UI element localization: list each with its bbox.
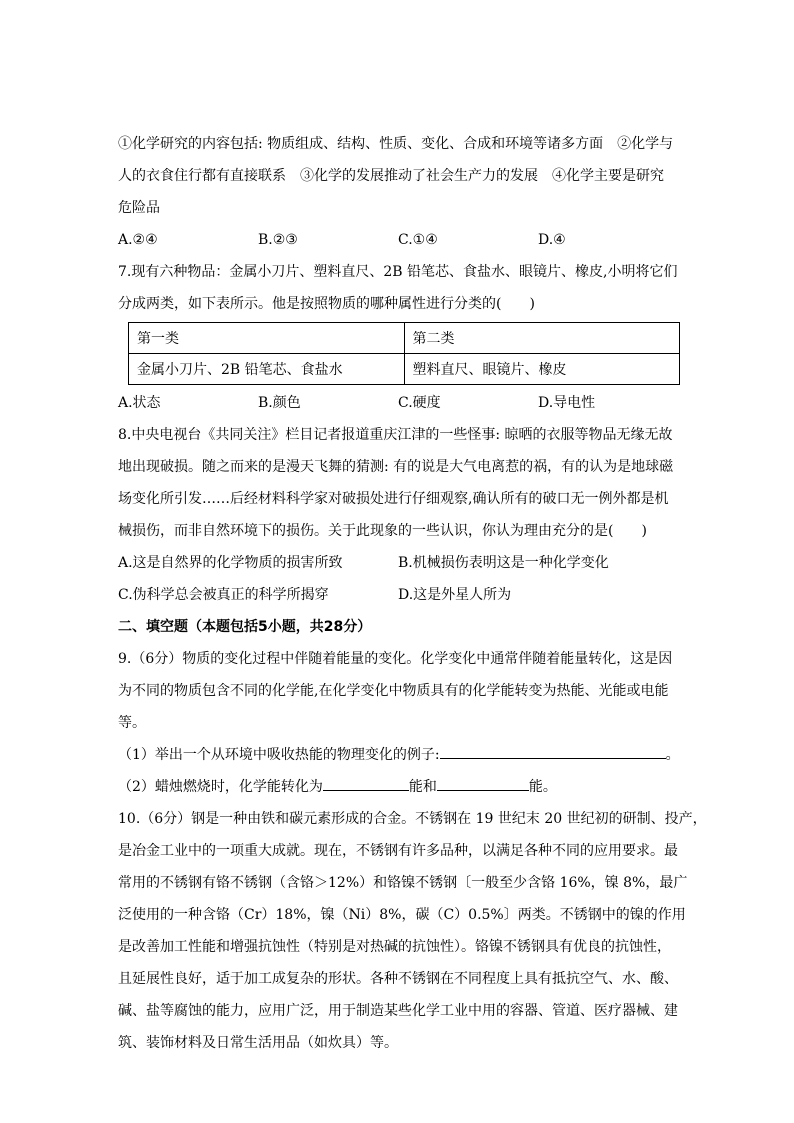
q8-options-row-1 (118, 547, 678, 579)
q7-option-c[interactable]: C.硬度 (398, 395, 441, 411)
q6-options (118, 224, 678, 256)
q10-line-6: 且延展性良好，适于加工成复杂的形状。各种不锈钢在不同程度上具有抵抗空气、水、酸、 (118, 971, 678, 987)
q7-option-d[interactable]: D.导电性 (538, 395, 596, 411)
q9-sub1-text: （1）举出一个从环境中吸收热能的物理变化的例子: (118, 747, 440, 763)
q10-line-3: 常用的不锈钢有铬不锈钢（含铬＞12%）和铬镍不锈钢〔一般至少含铬 16%，镍 8%，最广 (118, 875, 688, 891)
q7-option-a[interactable]: A.状态 (118, 395, 161, 411)
q8-line-4: 械损伤，而非自然环境下的损伤。关于此现象的一些认识，你认为理由充分的是( ) (118, 523, 647, 539)
q9-sub2-mid: 能和 (408, 779, 437, 795)
q6-option-d[interactable]: D.④ (538, 232, 566, 248)
q8-option-a[interactable]: A.这是自然界的化学物质的损害所致 (118, 555, 343, 571)
question-9 (118, 643, 678, 803)
question-6 (118, 128, 678, 256)
q8-line-3: 场变化所引发……后经材料科学家对破损处进行仔细观察,确认所有的破口无一例外都是机 (118, 491, 669, 507)
q7-option-b[interactable]: B.颜色 (258, 395, 301, 411)
q6-option-a[interactable]: A.②④ (118, 232, 158, 248)
q9-sub2-end: 能。 (528, 779, 557, 795)
answer-blank[interactable] (323, 774, 409, 791)
q8-option-c[interactable]: C.伪科学总会被真正的科学所揭穿 (118, 587, 329, 603)
q8-option-b[interactable]: B.机械损伤表明这是一种化学变化 (398, 555, 609, 571)
q7-line-1: 7.现有六种物品：金属小刀片、塑料直尺、2B 铅笔芯、食盐水、眼镜片、橡皮,小明将它们 (118, 264, 678, 280)
q10-line-2: 是冶金工业中的一项重大成就。现在，不锈钢有许多品种，以满足各种不同的应用要求。最 (118, 843, 678, 859)
answer-blank[interactable] (440, 742, 666, 759)
q10-line-4: 泛使用的一种含铬（Cr）18%，镍（Ni）8%，碳（C）0.5%〕两类。不锈钢中的镍的作用 (118, 907, 686, 923)
q6-option-c[interactable]: C.①④ (398, 232, 438, 248)
q8-line-2: 地出现破损。随之而来的是漫天飞舞的猜测: 有的说是大气电离惹的祸，有的认为是地球磁 (118, 459, 674, 475)
table-cell: 金属小刀片、2B 铅笔芯、食盐水 (129, 354, 405, 385)
q6-option-b[interactable]: B.②③ (258, 232, 298, 248)
q6-line-2: 人的衣食住行都有直接联系 ③化学的发展推动了社会生产力的发展 ④化学主要是研究 (118, 168, 664, 184)
q9-line-2: 为不同的物质包含不同的化学能,在化学变化中物质具有的化学能转变为热能、光能或电能 (118, 683, 669, 699)
document-body (118, 128, 707, 1059)
q10-line-1: 10.（6分）钢是一种由铁和碳元素形成的合金。不锈钢在 19 世纪末 20 世纪初的研制、投产， (118, 811, 707, 827)
q6-line-1: ①化学研究的内容包括: 物质组成、结构、性质、变化、合成和环境等诸多方面 ②化学与 (118, 136, 674, 152)
q9-line-1: 9.（6分）物质的变化过程中伴随着能量的变化。化学变化中通常伴随着能量转化，这是因 (118, 651, 673, 667)
q8-options-row-2 (118, 579, 678, 611)
q9-sub-question-2 (118, 771, 678, 803)
q9-sub2-text: （2）蜡烛燃烧时，化学能转化为 (118, 779, 323, 795)
table-header-cell: 第一类 (129, 323, 405, 354)
table-header-cell: 第二类 (404, 323, 680, 354)
q9-line-3: 等。 (118, 715, 146, 731)
question-8 (118, 419, 678, 611)
section-heading: 二、填空题（本题包括5小题，共28分） (118, 619, 372, 635)
question-7 (118, 256, 678, 419)
q8-option-d[interactable]: D.这是外星人所为 (398, 587, 512, 603)
q9-sub-question-1 (118, 739, 678, 771)
table-row (129, 354, 680, 385)
q6-line-3: 危险品 (118, 200, 160, 216)
q7-options (118, 387, 678, 419)
q7-line-2: 分成两类，如下表所示。他是按照物质的哪种属性进行分类的( ) (118, 296, 535, 312)
q8-line-1: 8.中央电视台《共同关注》栏目记者报道重庆江津的一些怪事: 晾晒的衣服等物品无缘无故 (118, 427, 673, 443)
q9-sub1-end: 。 (665, 747, 680, 763)
answer-blank[interactable] (437, 774, 529, 791)
q10-line-8: 筑、装饰材料及日常生活用品（如炊具）等。 (118, 1035, 398, 1051)
q10-line-5: 是改善加工性能和增强抗蚀性（特别是对热碱的抗蚀性）。铬镍不锈钢具有优良的抗蚀性， (118, 939, 671, 955)
q10-line-7: 碱、盐等腐蚀的能力，应用广泛，用于制造某些化学工业中用的容器、管道、医疗器械、建 (118, 1003, 678, 1019)
table-header-row (129, 323, 680, 354)
q7-classification-table (128, 322, 680, 385)
question-10 (118, 803, 707, 1059)
table-cell: 塑料直尺、眼镜片、橡皮 (404, 354, 680, 385)
